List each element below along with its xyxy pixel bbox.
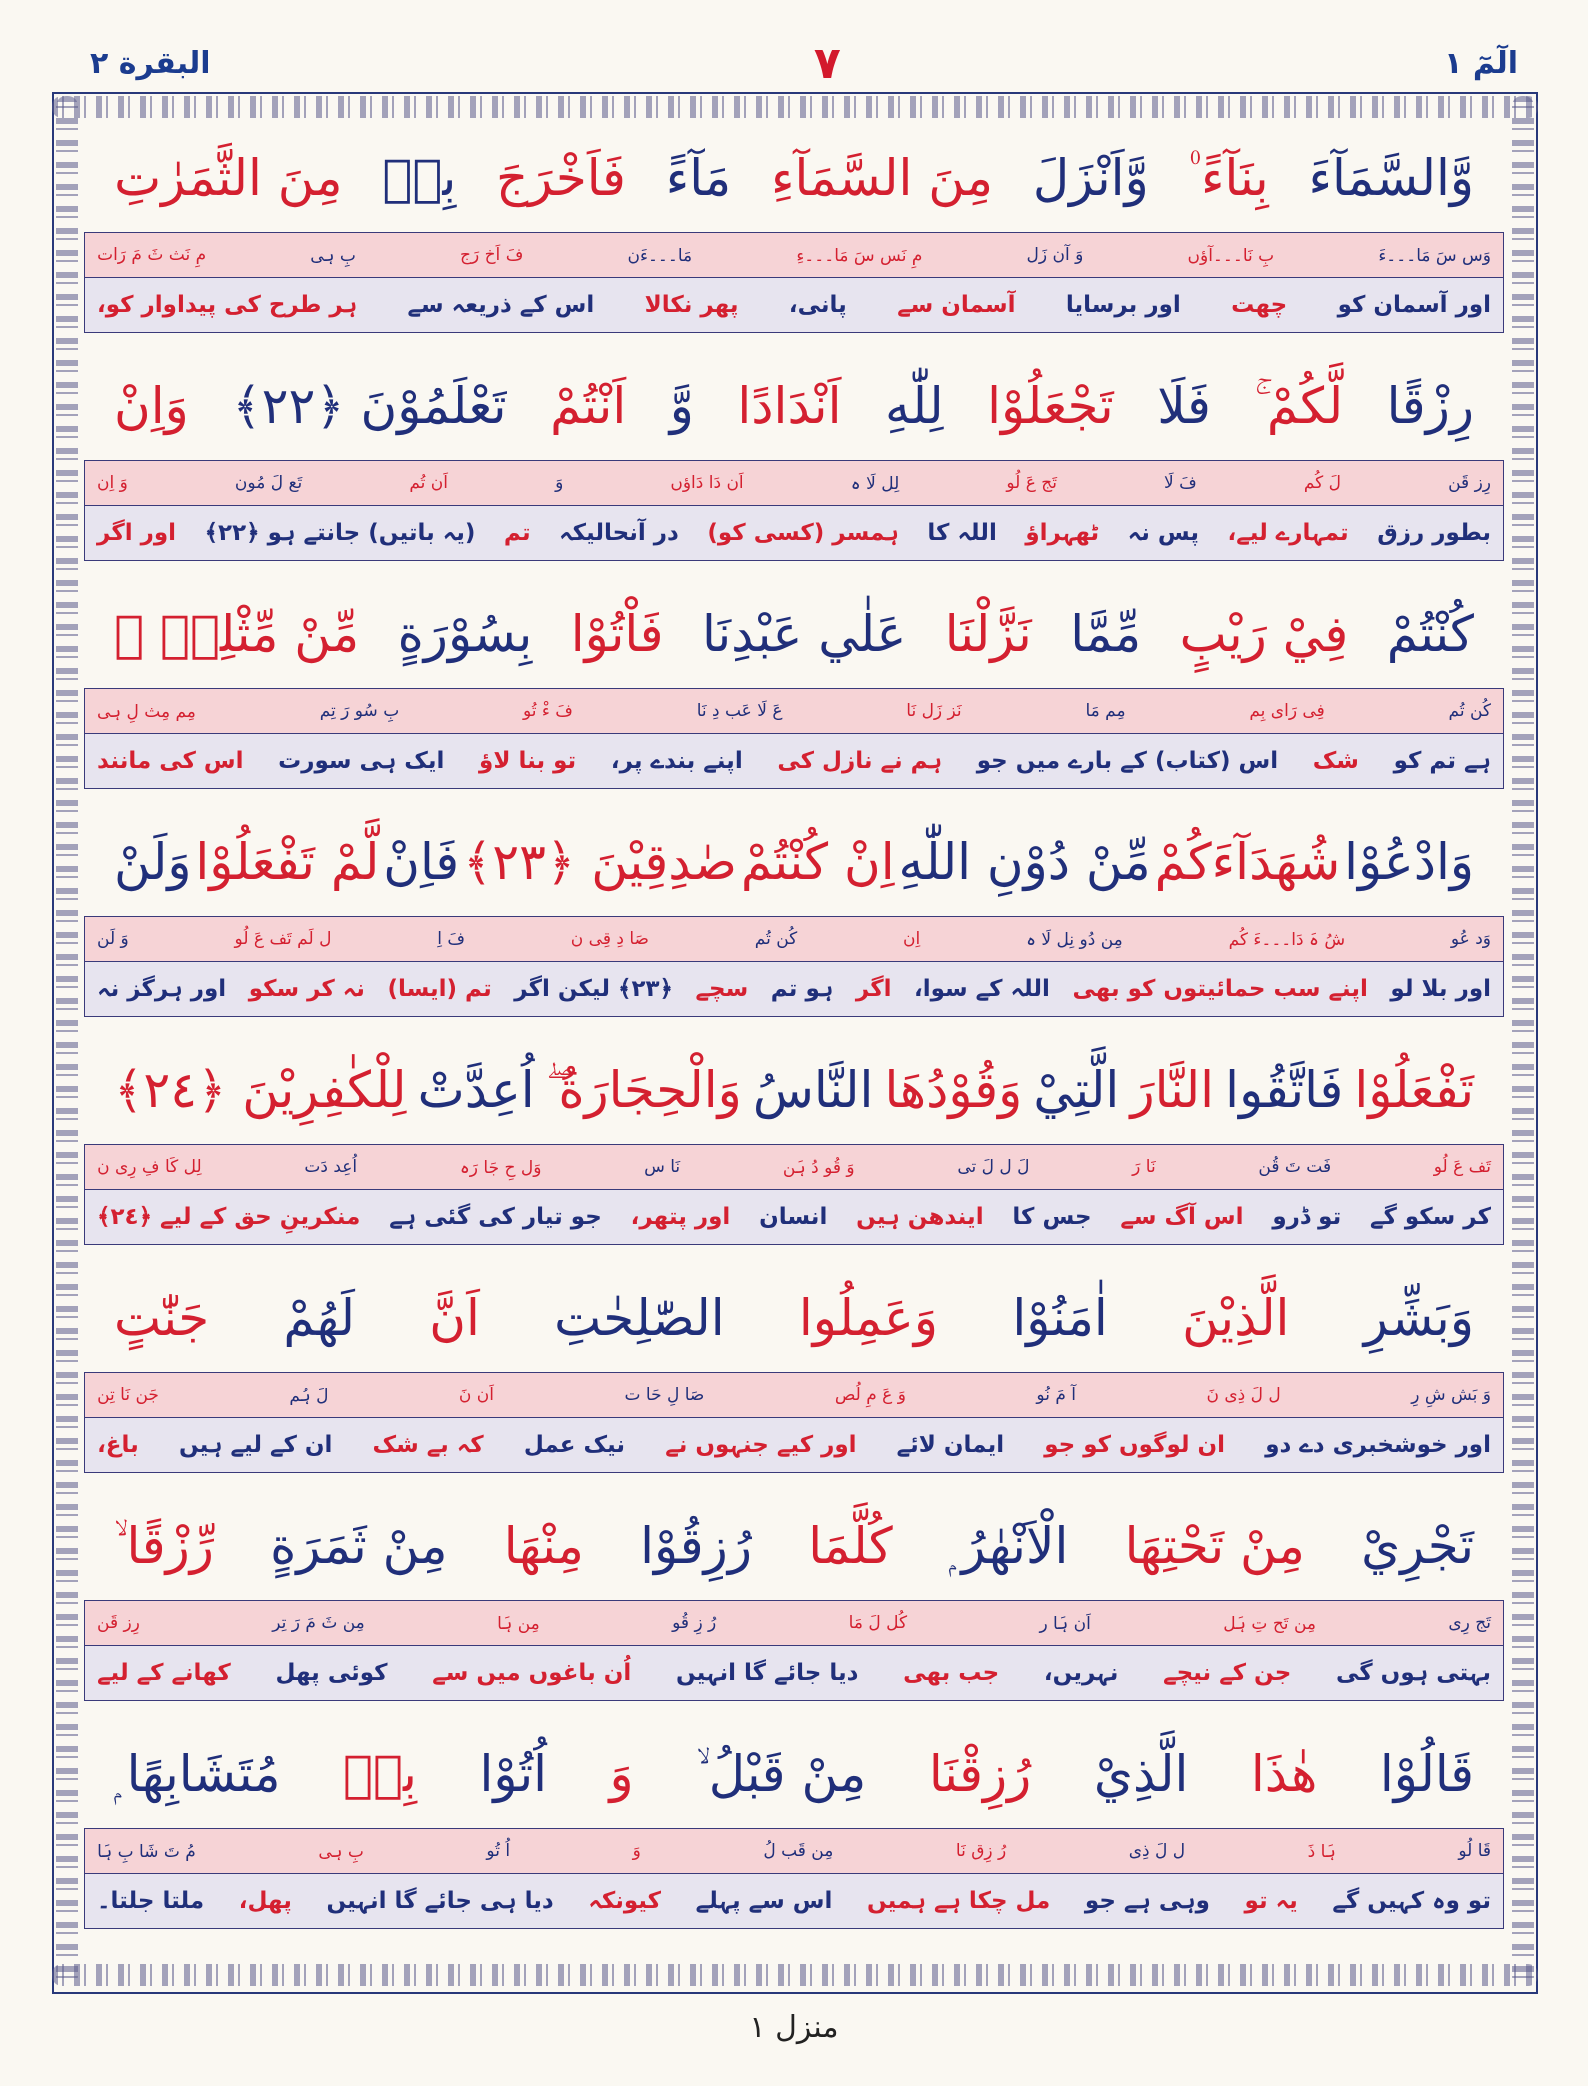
urdu-row <box>84 1189 1504 1245</box>
urdu-translation-phrase: در آنحالیکہ <box>559 520 679 546</box>
transliteration-word: تَع لَ مُون <box>234 473 303 493</box>
arabic-word: تَعْلَمُوْنَ ﴿٢٢﴾ <box>232 377 507 435</box>
surah-name: البقرة ٢ <box>90 45 211 81</box>
urdu-translation-phrase: ہے تم کو <box>1393 748 1491 774</box>
transliteration-word: لَ ہُم <box>289 1385 329 1406</box>
arabic-word: النَّارَ <box>1130 1061 1215 1119</box>
transliteration-word: فَت تَ قُن <box>1258 1157 1332 1177</box>
arabic-row <box>84 124 1504 232</box>
arabic-word: رُزِقْنَا <box>928 1745 1032 1803</box>
urdu-translation-phrase: بطور رزق <box>1377 520 1491 546</box>
arabic-word: بِهٖ <box>382 149 457 207</box>
verse-group <box>84 1492 1504 1720</box>
arabic-word: نَزَّلْنَا <box>944 605 1032 663</box>
arabic-word: هٰذَا <box>1250 1745 1318 1803</box>
arabic-word: بِسُوْرَةٍ <box>397 605 533 663</box>
transliteration-word: وَ <box>632 1841 641 1861</box>
translit-row <box>84 1600 1504 1645</box>
urdu-translation-phrase: پھل، <box>238 1888 292 1914</box>
arabic-row <box>84 808 1504 916</box>
arabic-word: رِزْقًا <box>1386 377 1474 435</box>
urdu-translation-phrase: کر سکو گے <box>1370 1204 1491 1230</box>
para-name: الٓمٓ ١ <box>1444 45 1518 81</box>
arabic-word: فَاتَّقُوا <box>1225 1061 1344 1119</box>
transliteration-word: وَ اِن <box>97 473 128 493</box>
urdu-translation-phrase: نہریں، <box>1043 1660 1119 1686</box>
urdu-translation-phrase: تو بنا لاؤ <box>479 748 577 774</box>
transliteration-word: کُل لَ مَا <box>848 1613 908 1633</box>
urdu-translation-phrase: چھت <box>1231 292 1288 318</box>
arabic-word: وَالْحِجَارَةُ ۖ <box>545 1061 742 1119</box>
urdu-translation-phrase: جو تیار کی گئی ہے <box>389 1204 602 1230</box>
arabic-word: شُهَدَآءَكُمْ <box>1154 833 1341 891</box>
verse-group <box>84 352 1504 580</box>
arabic-word: النَّاسُ <box>752 1061 874 1119</box>
urdu-translation-phrase: کیونکہ <box>588 1888 662 1914</box>
transliteration-word: نَا رَ <box>1132 1157 1156 1177</box>
urdu-translation-phrase: کوئی پھل <box>275 1660 388 1686</box>
urdu-row <box>84 1873 1504 1929</box>
arabic-word: اَنَّ <box>429 1289 480 1347</box>
arabic-word: فِيْ رَيْبٍ <box>1179 605 1349 663</box>
transliteration-word: اِن <box>903 929 921 949</box>
transliteration-word: جَن نَا تِن <box>97 1385 159 1405</box>
arabic-word: مِنَ الثَّمَرٰتِ <box>114 149 343 207</box>
transliteration-word: مَا۔۔۔ءَن <box>627 245 693 266</box>
arabic-word: مِنَ السَّمَآءِ <box>770 149 994 207</box>
transliteration-word: تَف عَ لُو <box>1433 1157 1491 1177</box>
decorative-border-bottom <box>52 1964 1538 1986</box>
transliteration-word: مِم مِث لِ ہی <box>97 701 196 722</box>
urdu-row <box>84 1417 1504 1473</box>
urdu-translation-phrase: یہ تو <box>1244 1888 1298 1914</box>
transliteration-word: مِن دُو نِل لَا ہ <box>1026 929 1123 950</box>
urdu-translation-phrase: سچے <box>695 976 749 1002</box>
arabic-word: تَجْرِيْ <box>1361 1517 1474 1575</box>
transliteration-word: بِ سُو رَ تِم <box>319 701 400 721</box>
arabic-row <box>84 1492 1504 1600</box>
verse-group <box>84 1036 1504 1264</box>
transliteration-word: کُن تُم <box>1448 701 1491 721</box>
verse-group <box>84 124 1504 352</box>
decorative-border-top <box>52 96 1538 118</box>
arabic-word: الْاَنْهٰرُ ۭ <box>948 1517 1069 1575</box>
transliteration-word: تَج عَ لُو <box>1006 473 1057 493</box>
transliteration-word: فِی رَای بِم <box>1249 701 1325 721</box>
arabic-word: فَاْتُوْا <box>570 605 664 663</box>
translit-row <box>84 1828 1504 1873</box>
arabic-word: اَنْتُمْ <box>550 377 627 435</box>
arabic-word: جَنّٰتٍ <box>114 1289 210 1347</box>
urdu-translation-phrase: اس کے ذریعہ سے <box>407 292 595 318</box>
arabic-word: مِّمَّا <box>1070 605 1142 663</box>
transliteration-word: مُ تَ شَا بِ ہَا <box>97 1841 196 1862</box>
urdu-row <box>84 277 1504 333</box>
arabic-word: الصّٰلِحٰتِ <box>554 1289 725 1347</box>
arabic-word: لَّمْ تَفْعَلُوْا <box>195 833 380 891</box>
transliteration-word: فَ اِ <box>437 929 465 949</box>
urdu-translation-phrase: اپنے بندے پر، <box>610 748 743 774</box>
arabic-word: اُتُوْا <box>479 1745 548 1803</box>
arabic-word: وَ <box>609 1745 634 1803</box>
arabic-row <box>84 580 1504 688</box>
transliteration-word: لَ کُم <box>1303 473 1342 493</box>
arabic-word: قَالُوْا <box>1379 1745 1474 1803</box>
translit-row <box>84 916 1504 961</box>
manzil-footer: منزل ١ <box>749 2010 839 2045</box>
arabic-word: اُعِدَّتْ <box>417 1061 535 1119</box>
transliteration-word: شُ ہَ دَا۔۔۔ءَ کُم <box>1228 929 1346 950</box>
arabic-word: وَبَشِّرِ <box>1363 1289 1474 1347</box>
translit-row <box>84 688 1504 733</box>
urdu-translation-phrase: تمہارے لیے، <box>1227 520 1349 546</box>
arabic-word: رُزِقُوْا <box>640 1517 752 1575</box>
transliteration-word: رُ زِق نَا <box>955 1841 1007 1861</box>
urdu-translation-phrase: شک <box>1312 748 1359 774</box>
transliteration-word: فَ اَخ رَج <box>460 245 524 265</box>
arabic-word: وَقُوْدُهَا <box>884 1061 1023 1119</box>
arabic-word: عَلٰي عَبْدِنَا <box>702 605 907 663</box>
arabic-row <box>84 1264 1504 1372</box>
urdu-translation-phrase: تم (ایسا) <box>387 976 492 1002</box>
arabic-row <box>84 1720 1504 1828</box>
verse-group <box>84 580 1504 808</box>
arabic-word: لِلْكٰفِرِيْنَ ﴿٢٤﴾ <box>114 1061 407 1119</box>
urdu-translation-phrase: پانی، <box>788 292 847 318</box>
arabic-word: وَلَنْ <box>114 833 192 891</box>
urdu-translation-phrase: پس نہ <box>1127 520 1199 546</box>
arabic-word: تَفْعَلُوْا <box>1354 1061 1474 1119</box>
urdu-translation-phrase: جن کے نیچے <box>1163 1660 1292 1686</box>
arabic-word: بِهٖ <box>343 1745 417 1803</box>
transliteration-word: وَل حِ جَا رَہ <box>459 1157 542 1178</box>
transliteration-word: بِ ہی <box>310 245 356 266</box>
transliteration-word: رِز قَن <box>97 1613 140 1633</box>
transliteration-word: لَ ل لَ تی <box>957 1157 1030 1177</box>
arabic-word: بِنَآءً ۠ <box>1188 149 1269 207</box>
transliteration-word: صَا لِ حَا ت <box>624 1385 705 1405</box>
decorative-border-right <box>1512 96 1534 1986</box>
transliteration-word: وَ عَ مِ لُص <box>834 1385 906 1405</box>
page-number: ٧ <box>813 37 841 89</box>
transliteration-word: آ مَ نُو <box>1036 1385 1076 1405</box>
urdu-translation-phrase: اور برسایا <box>1065 292 1181 318</box>
arabic-word: لِلّٰهِ <box>885 377 944 435</box>
transliteration-word: بِ ہی <box>318 1841 364 1862</box>
arabic-word: مُتَشَابِهًا ۭ <box>114 1745 281 1803</box>
transliteration-word: مِن قَب لُ <box>763 1841 834 1861</box>
transliteration-word: مِ نَث ثَ مَ رَات <box>97 245 207 265</box>
transliteration-word: نَا س <box>644 1157 681 1177</box>
transliteration-word: تَج رِی <box>1448 1613 1491 1633</box>
transliteration-word: وَ بَش شِ رِ <box>1411 1385 1491 1405</box>
urdu-translation-phrase: اُن باغوں میں سے <box>432 1660 632 1686</box>
urdu-translation-phrase: اور ہرگز نہ <box>97 976 227 1002</box>
urdu-translation-phrase: اور پتھر، <box>630 1204 731 1230</box>
urdu-translation-phrase: ان لوگوں کو جو <box>1044 1432 1226 1458</box>
urdu-translation-phrase: انسان <box>759 1204 828 1230</box>
arabic-row <box>84 1036 1504 1144</box>
urdu-translation-phrase: بہتی ہوں گی <box>1336 1660 1491 1686</box>
urdu-translation-phrase: ان کے لیے ہیں <box>178 1432 333 1458</box>
urdu-translation-phrase: ہمسر (کسی کو) <box>707 520 899 546</box>
page-header <box>90 38 1518 88</box>
decorative-border-left <box>56 96 78 1986</box>
arabic-word: وَّاَنْزَلَ <box>1032 149 1149 207</box>
transliteration-word: لِل لَا ہ <box>850 473 900 494</box>
arabic-row <box>84 352 1504 460</box>
transliteration-word: مِن ثَ مَ رَ تِر <box>272 1613 365 1633</box>
arabic-word: لَهُمْ <box>283 1289 355 1347</box>
transliteration-word: فَ لَا <box>1164 473 1197 493</box>
urdu-translation-phrase: ایندھن ہیں <box>856 1204 984 1230</box>
arabic-word: اَنْدَادًا <box>737 377 842 435</box>
transliteration-word: وَ آن زَل <box>1026 245 1084 265</box>
transliteration-word: رِز قَن <box>1448 473 1491 493</box>
translit-row <box>84 1372 1504 1417</box>
urdu-translation-phrase: اللہ کا <box>927 520 997 546</box>
urdu-translation-phrase: ایمان لائے <box>896 1432 1005 1458</box>
urdu-translation-phrase: تم <box>503 520 531 546</box>
transliteration-word: وَد عُو <box>1450 929 1491 949</box>
urdu-row <box>84 505 1504 561</box>
transliteration-word: اُعِد دَت <box>304 1157 358 1177</box>
transliteration-word: اُ تُو <box>486 1841 511 1861</box>
transliteration-word: وَ لَن <box>97 929 129 949</box>
arabic-word: وَّالسَّمَآءَ <box>1308 149 1474 207</box>
translit-row <box>84 460 1504 505</box>
transliteration-word: کُن تُم <box>754 929 798 949</box>
urdu-row <box>84 733 1504 789</box>
arabic-word: مِّنْ دُوْنِ اللّٰهِ <box>898 833 1151 891</box>
urdu-translation-phrase: ﴿٢٣﴾ لیکن اگر <box>514 976 673 1002</box>
urdu-translation-phrase: نہ کر سکو <box>248 976 365 1002</box>
transliteration-word: اَن تُم <box>409 473 448 493</box>
urdu-translation-phrase: ہر طرح کی پیداوار کو، <box>97 292 358 318</box>
transliteration-word: نَز زَل نَا <box>906 701 962 721</box>
urdu-translation-phrase: ہم نے نازل کی <box>777 748 943 774</box>
urdu-translation-phrase: اور بلا لو <box>1390 976 1491 1002</box>
urdu-translation-phrase: پھر نکالا <box>644 292 739 318</box>
urdu-translation-phrase: اپنے سب حمائیتوں کو بھی <box>1072 976 1368 1002</box>
transliteration-word: مِم مَا <box>1085 701 1126 721</box>
transliteration-word: ل لَم تَف عَ لُو <box>234 929 332 949</box>
urdu-translation-phrase: اگر <box>855 976 892 1002</box>
urdu-translation-phrase: وہی ہے جو <box>1084 1888 1210 1914</box>
arabic-word: رِّزْقًا ۙ <box>114 1517 214 1575</box>
arabic-word: مِنْ ثَمَرَةٍ <box>270 1517 448 1575</box>
urdu-translation-phrase: ہو تم <box>770 976 834 1002</box>
arabic-word: مِّنْ مِّثْلِهٖ ۠ <box>114 605 360 663</box>
transliteration-word: ہَا ذَ <box>1307 1841 1336 1862</box>
verse-group <box>84 1720 1504 1948</box>
arabic-word: مِنْ تَحْتِهَا <box>1124 1517 1305 1575</box>
transliteration-word: لِل کَا فِ رِی ن <box>97 1157 202 1177</box>
transliteration-word: قَا لُو <box>1458 1841 1491 1861</box>
arabic-word: فَلَا <box>1157 377 1211 435</box>
verse-group <box>84 1264 1504 1492</box>
arabic-word: وَّ <box>669 377 694 435</box>
arabic-word: تَجْعَلُوْا <box>987 377 1114 435</box>
urdu-translation-phrase: ملتا جلتا۔ <box>97 1888 205 1914</box>
urdu-translation-phrase: اس (کتاب) کے بارے میں جو <box>976 748 1279 774</box>
arabic-word: صٰدِقِيْنَ ﴿٢٣﴾ <box>462 833 737 891</box>
urdu-row <box>84 961 1504 1017</box>
urdu-translation-phrase: اور اگر <box>97 520 177 546</box>
urdu-translation-phrase: تو ڈرو <box>1272 1204 1342 1230</box>
urdu-translation-phrase: دیا ہی جائے گا انہیں <box>326 1888 554 1914</box>
urdu-translation-phrase: اللہ کے سوا، <box>914 976 1050 1002</box>
arabic-word: اٰمَنُوْا <box>1012 1289 1108 1347</box>
arabic-word: الَّذِيْنَ <box>1182 1289 1290 1347</box>
transliteration-word: بِ نَا۔۔۔آؤں <box>1187 245 1275 266</box>
urdu-translation-phrase: اور خوشخبری دے دو <box>1265 1432 1491 1458</box>
verse-group <box>84 808 1504 1036</box>
urdu-translation-phrase: اس آگ سے <box>1120 1204 1244 1230</box>
arabic-word: كُلَّمَا <box>808 1517 893 1575</box>
arabic-word: وَاِنْ <box>114 377 189 435</box>
arabic-word: الَّذِيْ <box>1093 1745 1189 1803</box>
urdu-translation-phrase: کھانے کے لیے <box>97 1660 231 1686</box>
urdu-translation-phrase: (یہ باتیں) جانتے ہو ﴿٢٢﴾ <box>204 520 476 546</box>
urdu-translation-phrase: کہ بے شک <box>372 1432 484 1458</box>
arabic-word: مِنْ قَبْلُ ۙ <box>696 1745 867 1803</box>
transliteration-word: مِن ہَا <box>497 1613 540 1634</box>
translit-row <box>84 232 1504 277</box>
arabic-word: كُنْتُمْ <box>1386 605 1474 663</box>
transliteration-word: وَ <box>555 473 564 493</box>
transliteration-word: مِ نَس سَ مَا۔۔۔ءِ <box>796 245 923 266</box>
transliteration-word: وَس سَ مَا۔۔۔ءَ <box>1378 245 1491 266</box>
arabic-word: وَادْعُوْا <box>1344 833 1474 891</box>
transliteration-word: ل لَ ذِی نَ <box>1206 1385 1281 1405</box>
urdu-translation-phrase: اور کیے جنہوں نے <box>665 1432 857 1458</box>
arabic-word: الَّتِيْ <box>1033 1061 1120 1119</box>
transliteration-word: وَ قُو دُ ہَن <box>782 1157 855 1178</box>
urdu-translation-phrase: نیک عمل <box>523 1432 626 1458</box>
urdu-translation-phrase: تو وہ کہیں گے <box>1332 1888 1491 1914</box>
translit-row <box>84 1144 1504 1189</box>
urdu-translation-phrase: آسمان سے <box>897 292 1016 318</box>
urdu-row <box>84 1645 1504 1701</box>
urdu-translation-phrase: ایک ہی سورت <box>278 748 445 774</box>
urdu-translation-phrase: ٹھہراؤ <box>1025 520 1100 546</box>
transliteration-word: اَن ہَا ر <box>1039 1613 1091 1634</box>
arabic-word: وَعَمِلُوا <box>798 1289 939 1347</box>
transliteration-word: اَن دَا دَاؤں <box>670 473 744 493</box>
urdu-translation-phrase: اس کی مانند <box>97 748 244 774</box>
transliteration-word: مِن تَح تِ ہَل <box>1223 1613 1316 1634</box>
arabic-word: مِنْهَا <box>503 1517 584 1575</box>
urdu-translation-phrase: منکرینِ حق کے لیے ﴿٢٤﴾ <box>97 1204 361 1230</box>
urdu-translation-phrase: باغ، <box>97 1432 139 1458</box>
urdu-translation-phrase: دیا جائے گا انہیں <box>675 1660 859 1686</box>
transliteration-word: فَ ءْ تُو <box>522 701 573 721</box>
urdu-translation-phrase: مل چکا ہے ہمیں <box>866 1888 1051 1914</box>
arabic-word: فَاِنْ <box>383 833 460 891</box>
urdu-translation-phrase: اس سے پہلے <box>695 1888 833 1914</box>
arabic-word: مَآءً <box>665 149 732 207</box>
arabic-word: اِنْ كُنْتُمْ <box>740 833 895 891</box>
urdu-translation-phrase: جب بھی <box>903 1660 1000 1686</box>
transliteration-word: عَ لَا عَب دِ نَا <box>696 701 783 721</box>
transliteration-word: صَا دِ قِی ن <box>570 929 649 949</box>
arabic-word: فَاَخْرَجَ <box>496 149 626 207</box>
urdu-translation-phrase: اور آسمان کو <box>1337 292 1491 318</box>
transliteration-word: رُ زِ قُو <box>672 1613 717 1633</box>
arabic-word: لَّكُمْ ۚ <box>1254 377 1344 435</box>
urdu-translation-phrase: جس کا <box>1012 1204 1092 1230</box>
transliteration-word: اَن نَ <box>458 1385 495 1405</box>
verse-content <box>84 124 1504 1962</box>
transliteration-word: ل لَ ذِی <box>1128 1841 1186 1861</box>
